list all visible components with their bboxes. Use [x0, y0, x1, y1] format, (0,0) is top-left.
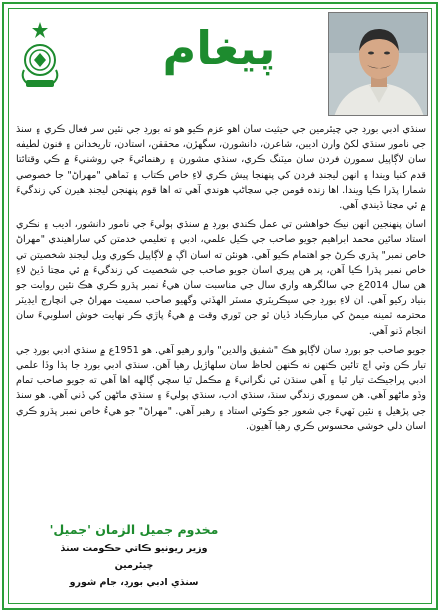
- signatory-position: چيئرمين: [114, 560, 154, 571]
- signatory-name: مخدوم جميل الزمان 'جميل': [49, 522, 219, 537]
- portrait-photo: [328, 12, 428, 116]
- signatory-organization: سنڌي ادبي بورڊ، جام شورو: [69, 577, 199, 588]
- message-page: [2, 2, 438, 610]
- signature-block: [44, 520, 224, 591]
- paragraph: اسان پنهنجين انهن نيڪ خواهشن تي عمل ڪندي بورڊ ۾ سنڌي ٻوليءَ جي نامور دانشور، اديب ۽ نڪري استاد سائين محمد ابراهيم جويو صاحب جي ڪيل علمي، ادبي ۽ تعليمي خدمتن کي ساراهيندي "مهراڻ خاص نمبر" پڌري ڪرڻ جو اهتمام ڪيو آهي. هونئن ته اسان اڳ ۾ لاڳاپيل ڪوري ويل ليجنڊ شخصيتن تي خاص نمبر پڌرا ڪيا آهن، پر هن پيري اسان جويو صاحب جي شخصيت کي زندگيءَ ۾ ئي مڃتا ڏيڻ لاءِ هن سال 2014ع جي سالگرهه واري سال جي مناسبت سان هيءُ نمبر پڌرو ڪري هڪ نئين روايت جو بنياد رکيو آهي. ان لاءِ بورڊ جي سيڪريٽري مسٽر الهڏتي وگهيو صاحب سميت مهراڻ جي انچارج ايڊيٽر محترمه ثمينه ميمڻ کي مبارڪباد ڏيان ٿو جن ٿوري وقت ۾ هيءُ پاڙي ڪر نهايت خوش اسلوبيءَ سان انجام ڏنو آهي.: [16, 219, 426, 337]
- signatory-title: وزير ريونيو ڪاتي حڪومت سنڌ: [60, 543, 208, 554]
- paragraph: سنڌي ادبي بورڊ جي چيئرمين جي حيثيت سان اهو عزم ڪيو هو ته بورڊ جي نئين سر فعال ڪري ۽ سنڌ جي نامور سنڌي لکڻ وارن اديبن، شاعرن، دانشورن، سگهڙن، محققن، استادن، تاريخدانن ۽ فنون لطيفه سان لاڳاپيل سمورن فردن سان ميٽنگ ڪري، سنڌي مشورن ۽ رهنمائيءَ جي روشنيءَ ۾ ڪي وقتائتا قدم کنيا ويندا ۽ انهن ليجنڊ فردن کي پنهنجا پيش ڪري لاءِ خاص ڪتاب ۽ ٽماهي "مهراڻ" جا خصوصي شمارا پڌرا ڪيا ويندا. اها زنده قومن جي سڃاڻپ هوندي آهي ته اها قوم پنهنجن ليجنڊ هيرن کي زندگيءَ ۾ ئي مڃتا ڏيندي آهي.: [16, 124, 426, 212]
- page-title: پيغام: [162, 21, 276, 75]
- sindh-government-emblem-icon: [14, 20, 66, 90]
- paragraph: جويو صاحب جو بورڊ سان لاڳاپو هڪ "شفيق والدين" وارو رهيو آهي. هو 1951ع ۾ سنڌي ادبي بورڊ جي تيار ڪن وٽي اچ تائين ڪنهن نه ڪنهن لحاظ سان سلهاڙيل رهيا آهن. سنڌي ادبي بورڊ جا ٻڌا وڏا علمي ادبي پراجيڪٽ تيار ٿيا ۽ آهي سنڌن ئي نگرانيءَ ۾ مڪمل ٿيا سچي ڳالهه اها آهي ته جويو صاحب تمام وڏو ماڻهو آهي. هن سموري زندگي سنڌ، سنڌي ادب، سنڌي ٻوليءَ ۽ سنڌي ماڻهن کي ڏني آهي. هو سنڌ جي پڙهيل ۽ نئين ٽهيءَ جي شعور جو ڪوئي استاد ۽ رهبر آهي. "مهراڻ" جو هيءُ خاص نمبر پڌرو ڪري اسان دلي خوشي محسوس ڪري رهيا آهيون.: [16, 344, 427, 432]
- message-body: [16, 122, 426, 438]
